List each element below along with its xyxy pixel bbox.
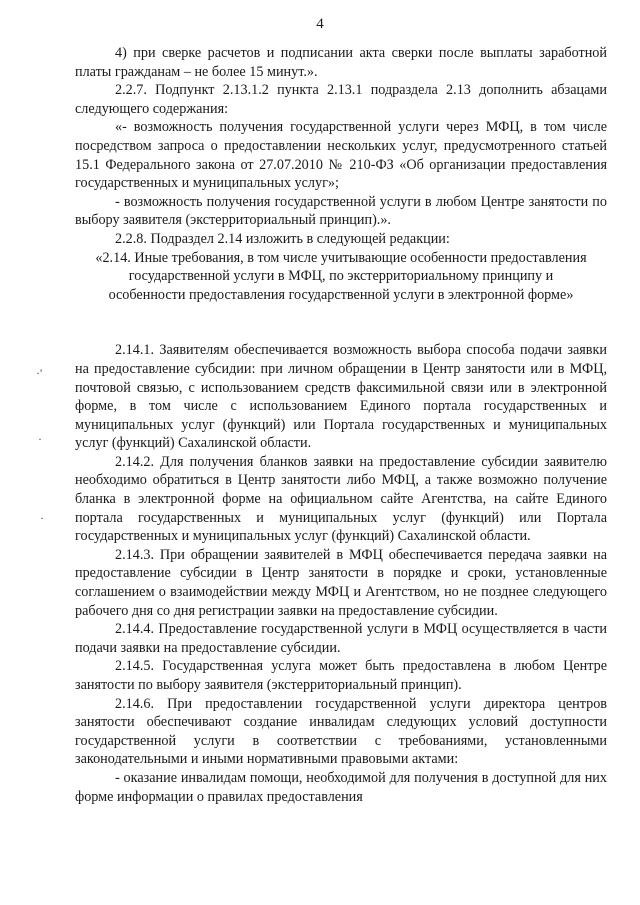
document-body [75,44,607,806]
paragraph: 2.14.2. Для получения бланков заявки на предоставление субсидии заявителю необходимо обратиться в Центр занятости либо МФЦ, а также возможно получение бланка в электронной форме на официальном сайте Агентства, на сайте Единого портала государственных и муниципальных услуг (функций) или Портала государственных и муниципальных услуг (функций) Сахалинской области. [75,453,607,545]
margin-mark: ·' [36,366,43,380]
margin-mark: · [38,432,42,446]
paragraph: 2.2.7. Подпункт 2.13.1.2 пункта 2.13.1 подраздела 2.13 дополнить абзацами следующего содержания: [75,82,607,117]
paragraph: 2.14.5. Государственная услуга может быть предоставлена в любом Центре занятости по выбору заявителя (экстерриториальный принцип). [75,658,607,693]
paragraph: - возможность получения государственной услуги в любом Центре занятости по выбору заявителя (экстерриториальный принцип).». [75,193,607,229]
paragraph: «- возможность получения государственной услуги через МФЦ, в том числе посредством запроса о предоставлении нескольких услуг, предусмотренного статьей 15.1 Федерального закона от 27.07.2010 № 210-ФЗ «Об организации предоставления государственных и муниципальных услуг»; [75,119,607,192]
paragraph: - оказание инвалидам помощи, необходимой для получения в доступной для них форме информации о правилах предоставления [75,769,607,805]
paragraph: 2.14.4. Предоставление государственной услуги в МФЦ осуществляется в части подачи заявки на предоставление субсидии. [75,621,607,656]
page-number: 4 [316,16,324,32]
margin-mark: · [40,511,44,525]
paragraph: 2.14.3. При обращении заявителей в МФЦ обеспечивается передача заявки на предоставление субсидии в Центр занятости в порядке и сроки, установленные соглашением о взаимодействии между МФЦ и Агентством, но не позднее следующего рабочего дня со дня регистрации заявки на предоставление субсидии. [75,546,607,619]
section-heading: «2.14. Иные требования, в том числе учитывающие особенности предоставления государственной услуги в МФЦ, по экстерриториальному принципу и особенности предоставления государственной услуги в электронной форме» [95,249,587,303]
paragraph: 2.2.8. Подраздел 2.14 изложить в следующей редакции: [115,230,450,247]
paragraph: 2.14.1. Заявителям обеспечивается возможность выбора способа подачи заявки на предоставление субсидии: при личном обращении в Центр занятости или в МФЦ, почтовой связью, с использованием средств факсимильной связи или в электронной форме, в том числе с использованием Единого портала государственных и муниципальных услуг (функций) или Портала государственных и муниципальных услуг (функций) Сахалинской области. [75,342,607,452]
paragraph: 2.14.6. При предоставлении государственной услуги директора центров занятости обеспечивают создание инвалидам следующих условий доступности государственной услуги в соответствии с требованиями, установленными законодательными и иными нормативными правовыми актами: [75,695,607,768]
paragraph: 4) при сверке расчетов и подписании акта сверки после выплаты заработной платы гражданам – не более 15 минут.». [75,45,607,80]
